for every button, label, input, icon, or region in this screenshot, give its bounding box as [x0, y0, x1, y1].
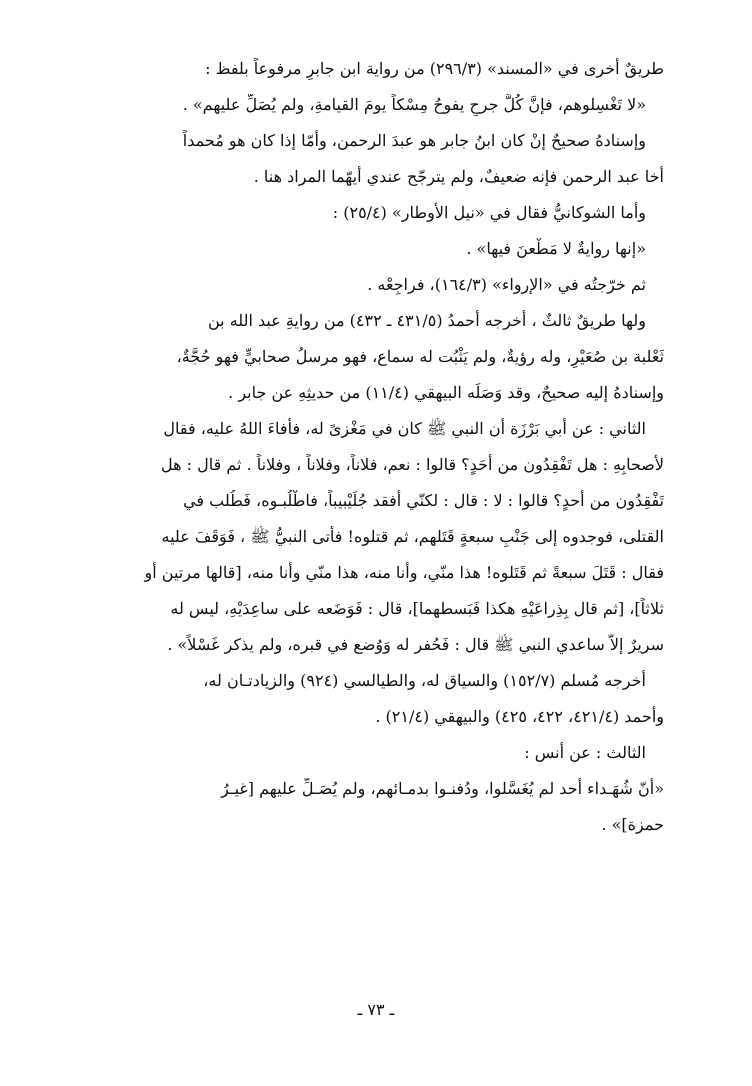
text-line-11: الثاني : عن أبي بَرْزَة أن النبي ﷺ كان في مَغْزىً له، فأفاءَ اللهُ عليه، فقال	[163, 419, 646, 438]
text-line-20: الثالث : عن أَنس :	[524, 743, 646, 762]
text-line-7: ثم خرّجتُه في «الإرواء» (١٦٤/٣)، فراجِعْه .	[367, 275, 646, 294]
text-line-21: «أنّ شُهَـداء أُحد لم يُغَسَّلوا، ودُفنـوا بدمـائهم، ولم يُصَـلِّ عليهم [غيـرُ	[221, 779, 664, 798]
text-line-8: ولها طريقٌ ثالثٌ ، أخرجه أحمدُ (٤٣١/٥ ـ ٤٣٢) من روايةِ عبد الله بن	[207, 311, 646, 330]
text-line-6: «إنها روايةٌ لا مَطْعنَ فيها» .	[466, 239, 646, 258]
text-line-9: ثَعْلبة بن صُعَيْرٍ، وله رؤيةٌ، ولم يَثْبُت له سماع، فهو مرسلُ صحابيٍّ فهو حُجَّةٌ،	[176, 347, 664, 366]
text-line-10: وإسنادهُ إليه صحيحٌ، وقد وَصَلَه البيهقي (١١/٤) من حديثِهِ عن جابر .	[228, 383, 664, 402]
text-line-22: حمزة]» .	[601, 815, 664, 834]
text-line-2: «لا تَغْسِلوهم، فإنَّ كُلَّ جرحٍ يفوحُ مِسْكاً يومَ القيامةِ، ولم يُصَلِّ عليهم» .	[182, 95, 646, 114]
text-line-1: طريقٌ أخرى في «المسند» (٢٩٦/٣) من رواية ابن جابرٍ مرفوعاً بلفظ :	[205, 59, 664, 78]
text-line-19: وأحمد (٤٢١/٤، ٤٢٢، ٤٢٥) والبيهقي (٢١/٤) .	[375, 707, 664, 726]
text-line-16: ثلاثاً]، [ثم قال بِذِراعَيْهِ هكذا فَبَسطهما]، قال : فَوَضَعه على ساعِدَيْهِ، ليس له	[170, 599, 664, 618]
text-line-18: أخرجه مُسلم (١٥٢/٧) والسياق له، والطيالسي (٩٢٤) والزيادتـان له،	[203, 671, 646, 690]
page-number: ـ ٧٣ ـ	[357, 1000, 395, 1019]
text-line-3: وإسنادهُ صحيحٌ إنْ كان ابنُ جابر هو عبدَ الرحمن، وأمّا إذا كان هو مُحمداً	[182, 131, 646, 150]
text-line-13: تَفْقِدُون من أحدٍ؟ قالوا : لا : قال : لكنّي أفقد جُلَيْبيباً، فاطْلُبـوه، فَطُلب في	[183, 491, 664, 510]
text-line-4: أخا عبد الرحمن فإنه ضعيفٌ، ولم يترجّح عندي أيهّما المراد هنا .	[253, 167, 664, 186]
text-line-5: وأما الشوكانيُّ فقال في «نيل الأوطار» (٢٥/٤) :	[332, 203, 646, 222]
text-line-15: فقال : قَتَلَ سبعةً ثم قَتَلوه! هذا منّي، وأنا منه، هذا منّي وأنا منه، [قالها مرتين أو	[144, 563, 664, 582]
text-line-17: سريرٌ إلاّ ساعدي النبي ﷺ قال : فَحُفر له وَوُضع في قبره، ولم يذكر غَسْلاً» .	[167, 635, 664, 654]
text-line-12: لأصحابِهِ : هل تَفْقِدُون من أَحَدٍ؟ قالوا : نعم، فلاناً، وفلاناً ، وفلاناً . ثم قال : هل	[161, 455, 664, 474]
text-line-14: القتلى، فوجدوه إلى جَنْبِ سبعةٍ قَتَلهم، ثم قتلوه! فأتى النبيُّ ﷺ ، فَوَقَفَ عليه	[161, 527, 664, 546]
page-body	[92, 58, 664, 850]
